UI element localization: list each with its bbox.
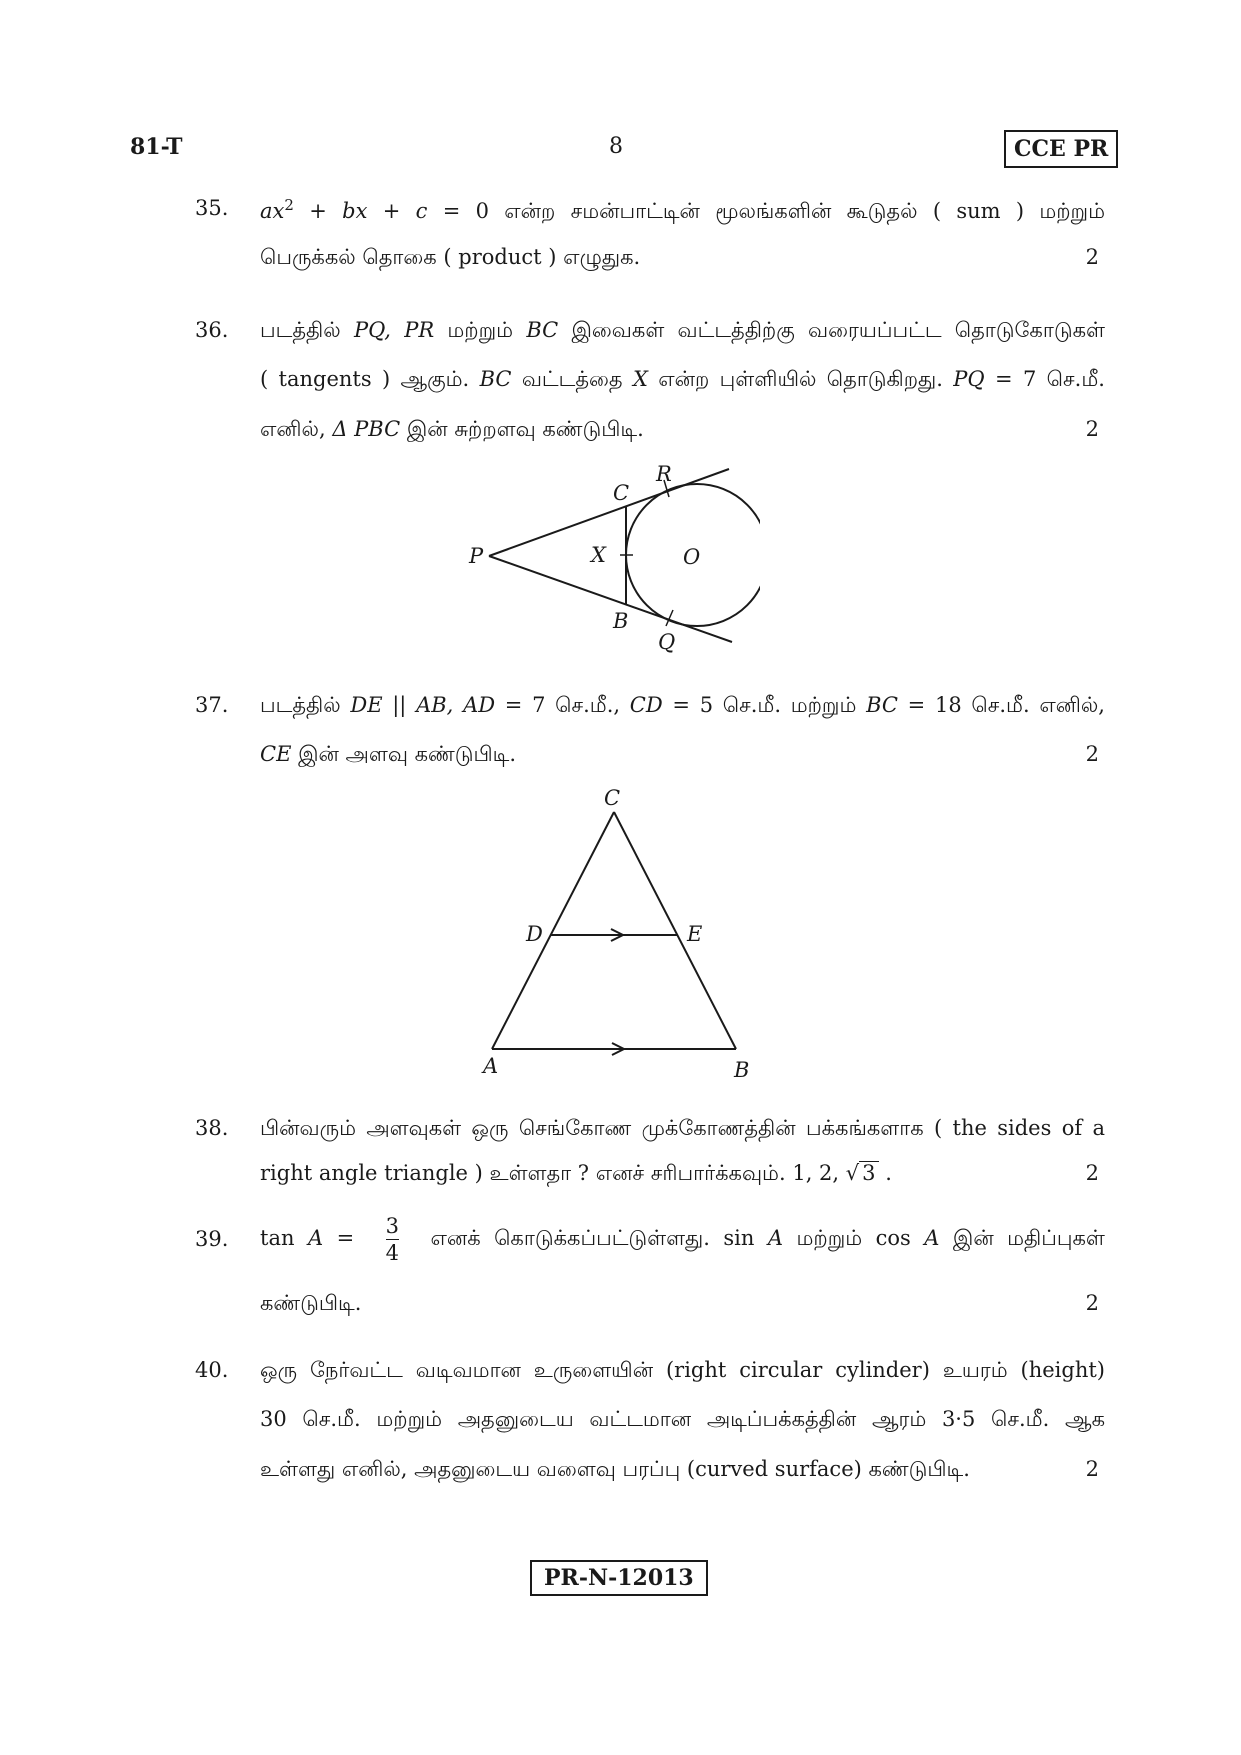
question-number: 35.: [195, 196, 229, 220]
text: ( tangents ) ஆகும்.: [260, 367, 470, 391]
label-p: P: [469, 544, 484, 568]
question-line: [260, 742, 1105, 769]
text: படத்தில்: [260, 318, 341, 342]
text: = 5 செ.மீ. மற்றும்: [672, 693, 857, 717]
math-text: A: [924, 1226, 940, 1250]
label-e: E: [687, 922, 703, 946]
math-text: BC: [479, 367, 512, 391]
text: right angle triangle ) உள்ளதா ? எனச் சரிபார்க்கவும்.: [260, 1161, 786, 1185]
marks: 2: [1085, 1457, 1099, 1481]
text: படத்தில்: [260, 693, 341, 717]
page-number: 8: [609, 134, 623, 159]
marks: 2: [1085, 245, 1099, 269]
question-line: [260, 1161, 1105, 1188]
text: மற்றும்: [447, 318, 514, 342]
label-c: C: [604, 786, 621, 810]
text: வட்டத்தை: [521, 367, 623, 391]
text: இன் அளவு கண்டுபிடி.: [298, 742, 517, 766]
quadratic-equation: $ax^2$ + bx + c = 0: [260, 196, 489, 223]
question-line: பெருக்கல் தொகை ( product ) எழுதுக.: [260, 245, 641, 269]
side-ca: [492, 812, 614, 1049]
label-b: B: [613, 609, 629, 633]
text: = 7 செ.மீ.,: [504, 693, 621, 717]
text: .: [885, 1161, 892, 1185]
text: எனில்,: [260, 417, 326, 441]
question-number: 40.: [195, 1358, 229, 1382]
question-number: 37.: [195, 693, 229, 717]
text: எனக் கொடுக்கப்பட்டுள்ளது.: [430, 1226, 710, 1250]
label-c: C: [613, 481, 630, 505]
question-line: பின்வரும் அளவுகள் ஒரு செங்கோண முக்கோணத்தின் பக்கங்களாக ( the sides of a: [260, 1116, 1105, 1140]
denominator: 4: [385, 1241, 399, 1265]
question-line: [260, 196, 1105, 226]
math-text: BC: [526, 318, 559, 342]
question-number: 38.: [195, 1116, 229, 1140]
question-line: [260, 417, 1105, 444]
label-b: B: [734, 1058, 750, 1082]
label-q: Q: [658, 630, 676, 654]
math-text: A: [307, 1226, 324, 1250]
tangent-circle-figure: [460, 458, 760, 658]
math-text: DE || AB,: [350, 693, 454, 717]
text: = 18 செ.மீ. எனில்,: [907, 693, 1105, 717]
sqrt-radicand: 3: [859, 1161, 878, 1184]
label-x: X: [591, 543, 606, 567]
question-line: 30 செ.மீ. மற்றும் அதனுடைய வட்டமான அடிப்பக்கத்தின் ஆரம் 3·5 செ.மீ. ஆக: [260, 1407, 1105, 1431]
question-line: உள்ளது எனில், அதனுடைய வளைவு பரப்பு (curved surface) கண்டுபிடி.: [260, 1457, 970, 1481]
question-line: கண்டுபிடி.: [260, 1291, 362, 1315]
marks: 2: [1085, 1291, 1099, 1315]
question-number: 36.: [195, 318, 229, 342]
question-line: [260, 318, 1105, 345]
footer-code: PR-N-12013: [530, 1560, 708, 1596]
question-line: [260, 367, 1105, 394]
math-text: CD: [629, 693, 663, 717]
text: = 7 செ.மீ.: [995, 367, 1105, 391]
text: இன் சுற்றளவு கண்டுபிடி.: [406, 417, 644, 441]
math-text: PQ,: [353, 318, 391, 342]
math-text: CE: [260, 742, 292, 766]
fraction: [386, 1213, 399, 1266]
text: sin: [723, 1226, 755, 1250]
cce-pr-box: CCE PR: [1004, 130, 1118, 168]
question-line: [260, 1212, 1105, 1266]
marks: 2: [1085, 417, 1099, 441]
text: cos: [875, 1226, 911, 1250]
tangent-line-pr: [489, 469, 729, 556]
question-line: [260, 693, 1105, 720]
label-d: D: [526, 922, 543, 946]
numerator: 3: [385, 1214, 399, 1238]
marks: 2: [1085, 1161, 1099, 1185]
marks: 2: [1085, 742, 1099, 766]
text: என்ற புள்ளியில் தொடுகிறது.: [658, 367, 943, 391]
math-text: Δ PBC: [332, 417, 401, 441]
math-text: X: [632, 367, 648, 391]
label-o: O: [683, 545, 701, 569]
triangle-figure: [470, 780, 770, 1090]
values: 1, 2,: [792, 1161, 840, 1185]
label-r: R: [656, 462, 672, 486]
math-text: AD: [463, 693, 496, 717]
side-cb: [614, 812, 736, 1049]
sqrt-expression: √ 3: [846, 1161, 879, 1185]
text: இவைகள் வட்டத்திற்கு வரையப்பட்ட தொடுகோடுகள்: [571, 318, 1105, 342]
text: இன் மதிப்புகள்: [952, 1226, 1105, 1250]
math-text: PR: [404, 318, 435, 342]
question-number: 39.: [195, 1227, 229, 1251]
text: =: [336, 1226, 355, 1250]
math-text: PQ: [953, 367, 985, 391]
paper-code: 81-T: [130, 134, 183, 160]
text: மற்றும்: [796, 1226, 863, 1250]
math-text: A: [767, 1226, 784, 1250]
text: tan: [260, 1226, 295, 1250]
label-a: A: [483, 1054, 499, 1078]
question-text: என்ற சமன்பாட்டின் மூலங்களின் கூடுதல் ( sum ) மற்றும்: [504, 199, 1105, 223]
question-line: ஒரு நேர்வட்ட வடிவமான உருளையின் (right circular cylinder) உயரம் (height): [260, 1358, 1105, 1382]
math-text: BC: [866, 693, 898, 717]
